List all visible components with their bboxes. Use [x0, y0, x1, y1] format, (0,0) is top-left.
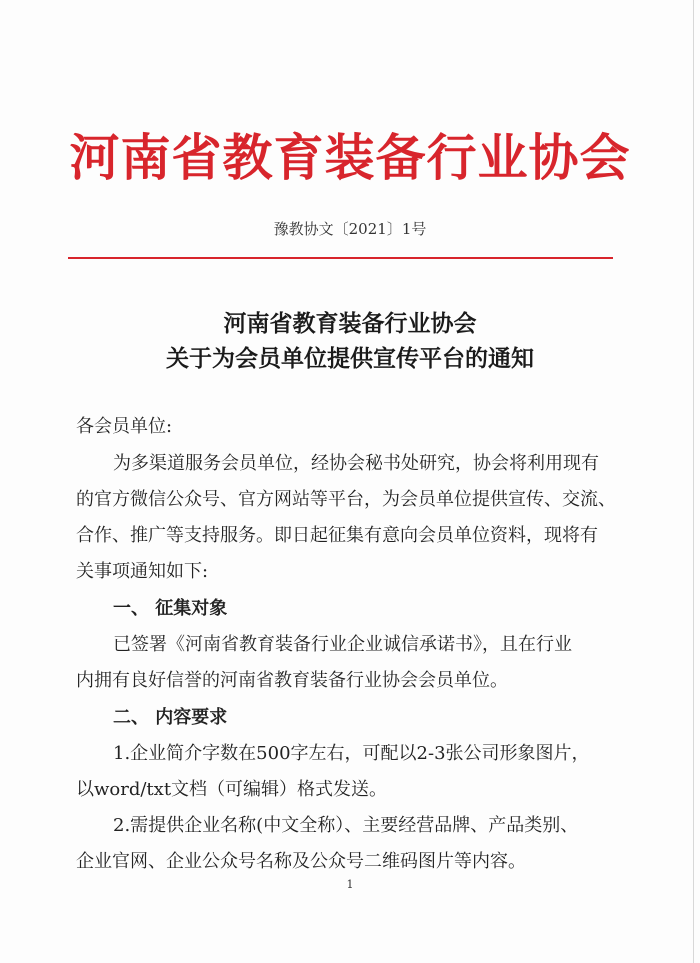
intro-line: 为多渠道服务会员单位，经协会秘书处研究，协会将利用现有 [113, 453, 599, 474]
letterhead-divider [68, 257, 613, 259]
requirement-line: 企业官网、企业公众号名称及公众号二维码图片等内容。 [76, 851, 526, 872]
page-number: 1 [346, 878, 354, 891]
letterhead-title: 河南省教育装备行业协会 [69, 128, 631, 187]
section-line: 已签署《河南省教育装备行业企业诚信承诺书》，且在行业 [113, 634, 572, 655]
salutation: 各会员单位: [76, 416, 173, 437]
intro-line: 合作、推广等支持服务。即日起征集有意向会员单位资料，现将有 [76, 525, 598, 546]
notice-title-line2: 关于为会员单位提供宣传平台的通知 [166, 345, 534, 372]
intro-line: 关事项通知如下: [76, 561, 209, 582]
intro-line: 的官方微信公众号、官方网站等平台，为会员单位提供宣传、交流、 [76, 489, 616, 510]
document-number: 豫教协文〔2021〕1号 [273, 220, 427, 238]
requirement-line: 以word/txt文档（可编辑）格式发送。 [76, 779, 388, 800]
section-line: 内拥有良好信誉的河南省教育装备行业协会会员单位。 [76, 670, 508, 691]
requirement-line: 1.企业简介字数在500字左右，可配以2-3张公司形象图片， [113, 743, 590, 764]
section-heading-targets: 一、 征集对象 [113, 598, 228, 619]
requirement-line: 2.需提供企业名称(中文全称）、主要经营品牌、产品类别、 [113, 815, 579, 836]
section-heading-requirements: 二、 内容要求 [113, 707, 228, 728]
notice-title-line1: 河南省教育装备行业协会 [223, 310, 477, 337]
